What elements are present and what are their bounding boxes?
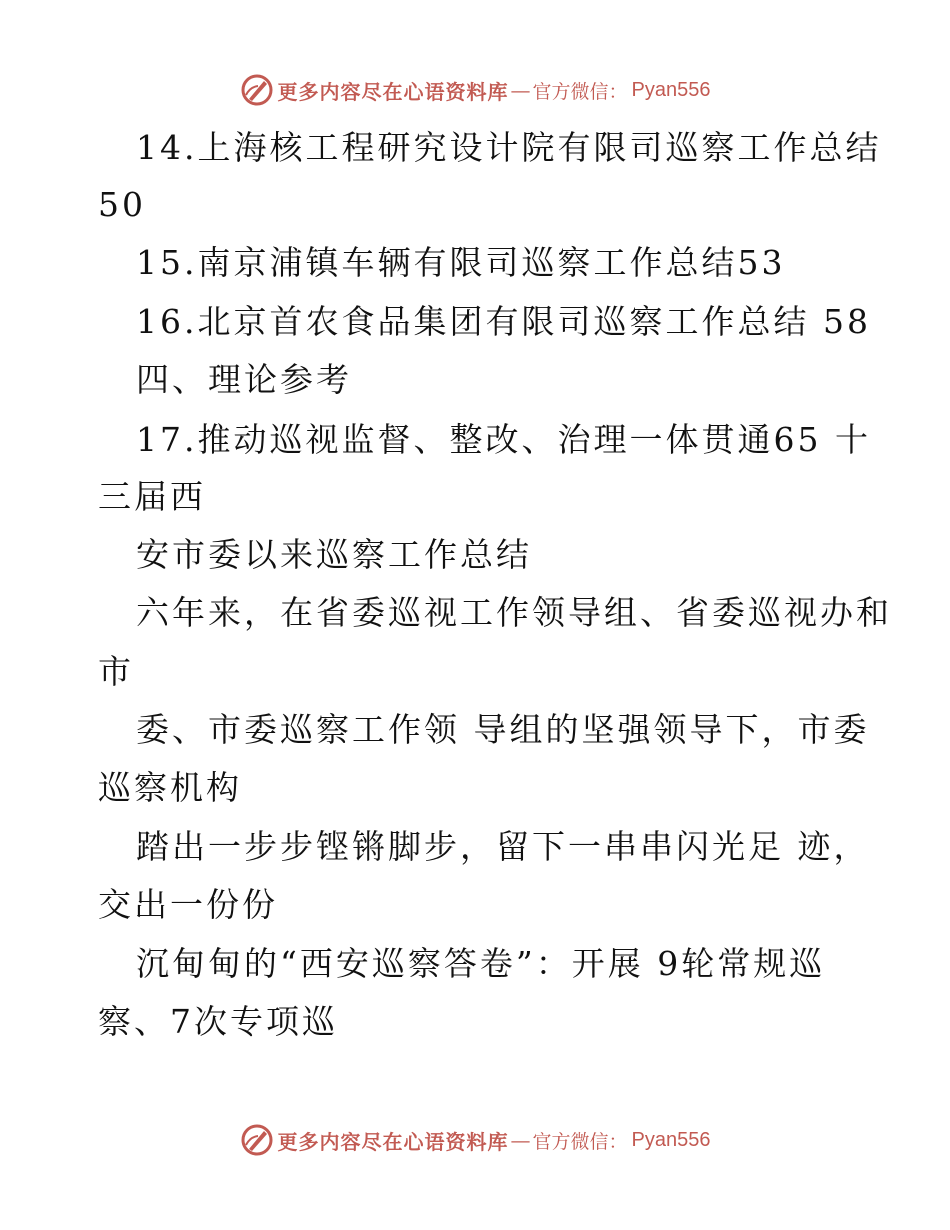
text-line: 15.南京浦镇车辆有限司巡察工作总结53: [136, 243, 786, 282]
footer-banner: [0, 1120, 950, 1160]
text-line: 委、市委巡察工作领 导组的坚强领导下，市委: [136, 710, 870, 749]
banner-text: 更多内容尽在心语资料库: [277, 1129, 509, 1154]
banner-separator: —: [510, 78, 531, 102]
text-line: 市: [98, 652, 134, 691]
text-line: 三届西: [98, 477, 206, 516]
quill-logo-icon: [240, 73, 274, 107]
section-heading: 四、理论参考: [136, 360, 352, 399]
text-line: 交出一份份: [98, 885, 278, 924]
text-line: 沉甸甸的“西安巡察答卷”：开展 9轮常规巡: [136, 944, 826, 983]
banner-text: 更多内容尽在心语资料库: [277, 79, 509, 104]
text-line: 六年来，在省委巡视工作领导组、省委巡视办和: [136, 593, 892, 632]
text-line: 安市委以来巡察工作总结: [136, 535, 532, 574]
banner-wechat-id: Pyan556: [631, 1128, 711, 1151]
quill-logo-icon: [240, 1123, 274, 1157]
banner-wechat-label: 官方微信：: [532, 1130, 628, 1153]
text-line: 巡察机构: [98, 768, 242, 807]
text-line: 14.上海核工程研究设计院有限司巡察工作总结: [136, 128, 882, 167]
text-line: 50: [98, 185, 146, 224]
header-banner: [0, 70, 950, 110]
text-line: 察、7次专项巡: [98, 1002, 338, 1041]
text-line: 16.北京首农食品集团有限司巡察工作总结 58: [136, 302, 871, 341]
text-line: 踏出一步步铿锵脚步，留下一串串闪光足 迹，: [136, 827, 870, 866]
banner-wechat-label: 官方微信：: [532, 80, 628, 103]
banner-separator: —: [510, 1128, 531, 1152]
banner-wechat-id: Pyan556: [631, 78, 711, 101]
text-line: 17.推动巡视监督、整改、治理一体贯通65 十: [136, 420, 871, 459]
